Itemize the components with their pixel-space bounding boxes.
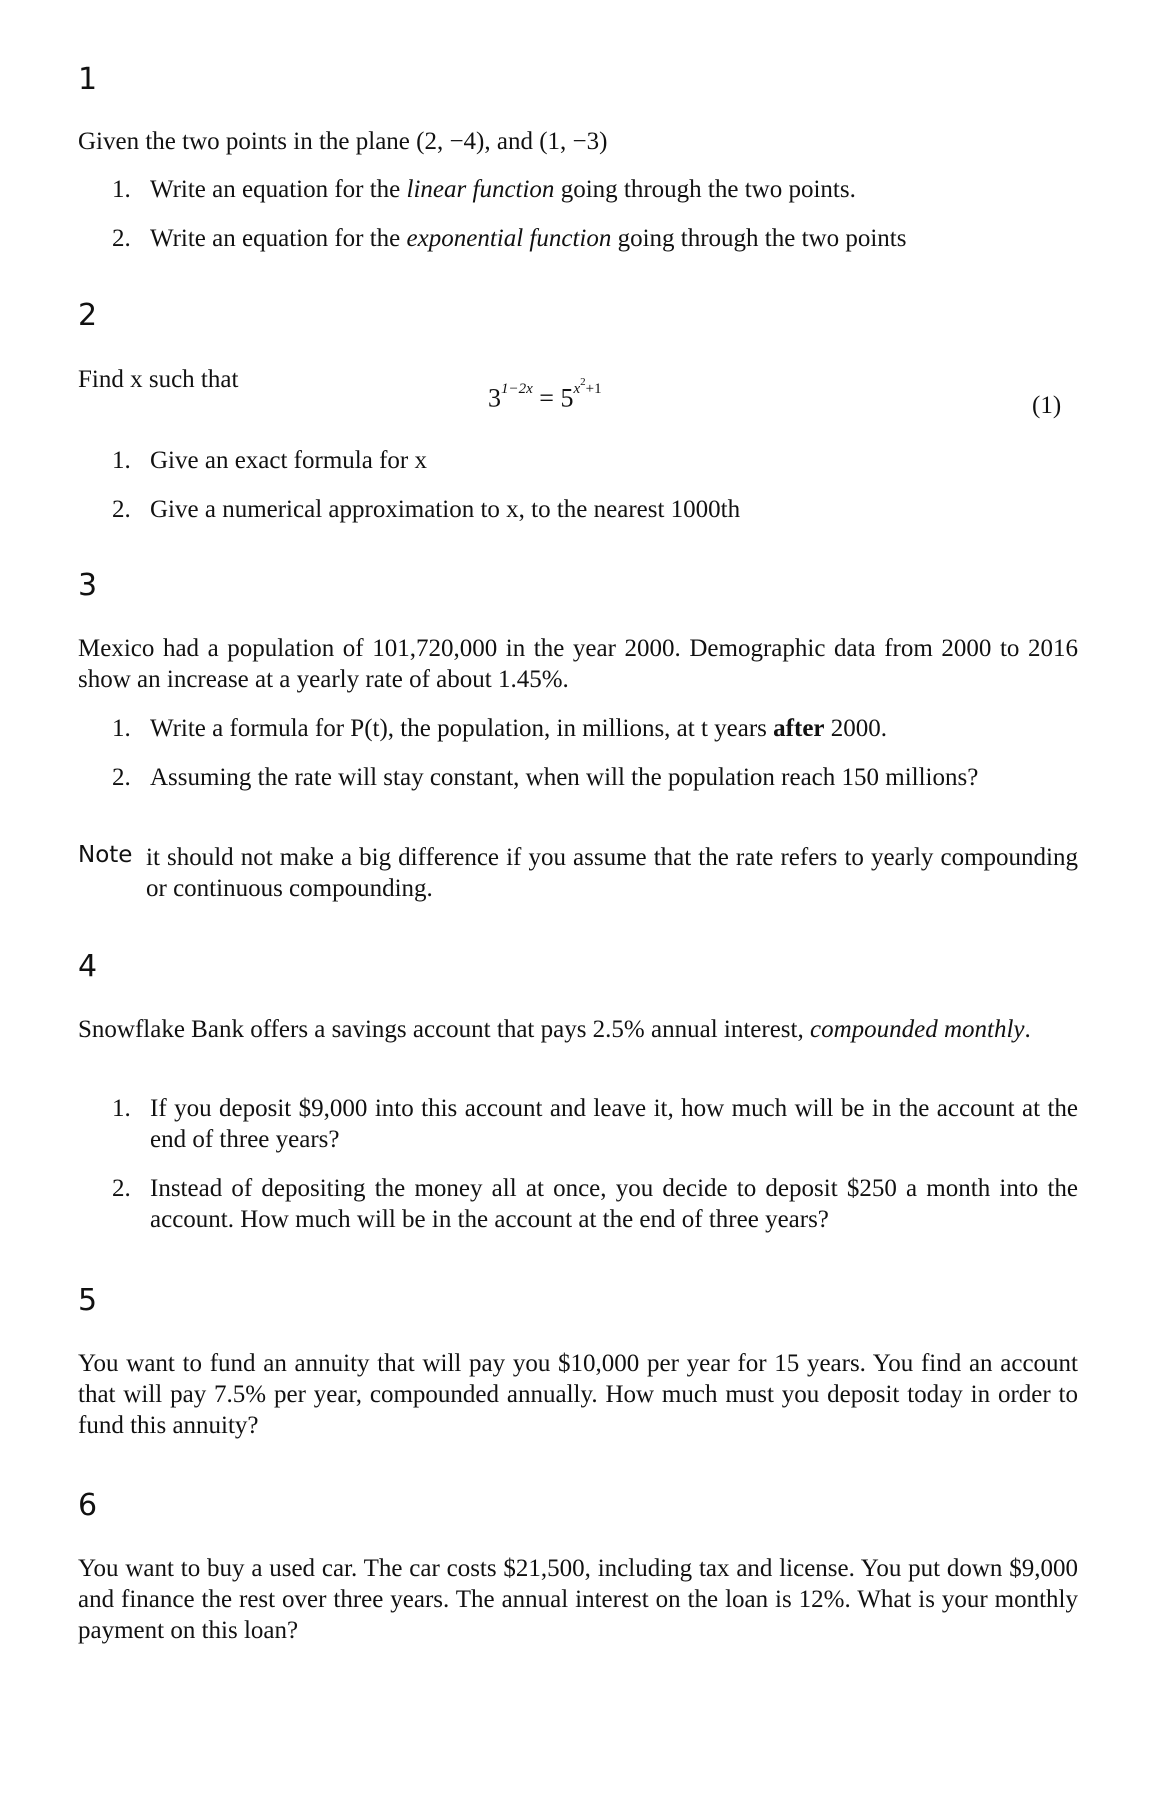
list-text: Write an equation for the exponential function going through the two points	[150, 225, 907, 252]
list-text: Instead of depositing the money all at once, you decide to deposit $250 a month into the account. How much will be in the account at the end of three years?	[150, 1175, 1078, 1233]
problem-6-intro: You want to buy a used car. The car costs $21,500, including tax and license. You put down $9,000 and finance the rest over three years. The annual interest on the loan is 12%. What is your monthly payment on this loan?	[78, 1555, 1078, 1644]
problem-3-intro: Mexico had a population of 101,720,000 in the year 2000. Demographic data from 2000 to 2016 show an increase at a yearly rate of about 1.45%.	[78, 635, 1078, 693]
problem-1-heading: 1	[78, 62, 98, 97]
list-text: Write an equation for the linear function going through the two points.	[150, 176, 856, 203]
list-number: 2.	[112, 225, 131, 252]
problem-4-heading: 4	[78, 949, 98, 984]
list-text: If you deposit $9,000 into this account and leave it, how much will be in the account at the end of three years?	[150, 1095, 1078, 1153]
list-number: 1.	[112, 715, 131, 742]
list-number: 2.	[112, 496, 131, 523]
problem-5-heading: 5	[78, 1283, 98, 1318]
list-number: 2.	[112, 764, 131, 791]
problem-4-intro: Snowflake Bank offers a savings account that pays 2.5% annual interest, compounded monthly.	[78, 1016, 1031, 1043]
problem-2-heading: 2	[78, 298, 98, 333]
list-number: 1.	[112, 447, 131, 474]
note-label: Note	[78, 842, 133, 868]
list-number: 1.	[112, 1095, 131, 1122]
list-text: Assuming the rate will stay constant, when will the population reach 150 millions?	[150, 764, 979, 791]
equation: $3^{1-2x} = 5^{x^2+1}$	[488, 376, 602, 413]
list-number: 2.	[112, 1175, 131, 1202]
problem-1-intro: Given the two points in the plane (2, −4), and (1, −3)	[78, 128, 608, 155]
problem-5-intro: You want to fund an annuity that will pay you $10,000 per year for 15 years. You find an account that will pay 7.5% per year, compounded annually. How much must you deposit today in order to fund this annuity?	[78, 1350, 1078, 1439]
problem-2-intro: Find x such that	[78, 366, 239, 393]
note-text: it should not make a big difference if you assume that the rate refers to yearly compounding or continuous compounding.	[146, 844, 1078, 902]
list-number: 1.	[112, 176, 131, 203]
problem-6-heading: 6	[78, 1488, 98, 1523]
list-text: Give an exact formula for x	[150, 447, 427, 474]
list-text: Give a numerical approximation to x, to the nearest 1000th	[150, 496, 741, 523]
equation-number: (1)	[1032, 392, 1062, 419]
problem-3-heading: 3	[78, 568, 98, 603]
list-text: Write a formula for P(t), the population, in millions, at t years after 2000.	[150, 715, 888, 742]
